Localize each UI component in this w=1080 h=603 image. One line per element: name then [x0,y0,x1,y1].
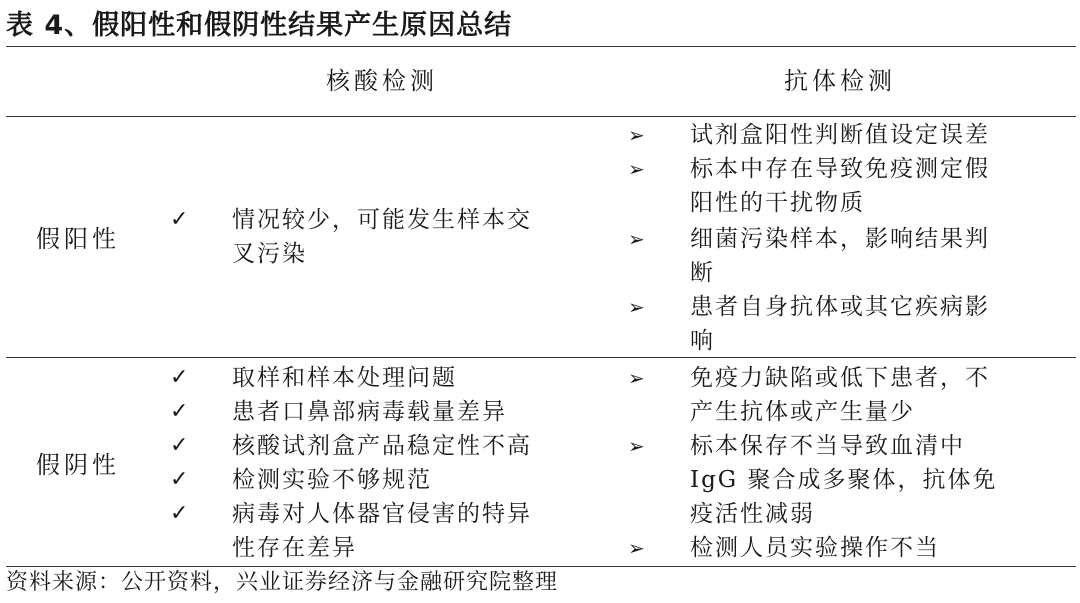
fp-antibody-line-1: 试剂盒阳性判断值设定误差 [690,122,990,148]
arrow-bullet-icon: ➢ [628,123,645,147]
fp-antibody-line-2: 标本中存在导致免疫测定假 [690,156,990,182]
top-rule [6,46,1076,47]
fp-nucleic-line-2: 叉污染 [232,241,307,267]
source-note: 资料来源：公开资料，兴业证券经济与金融研究院整理 [6,570,559,595]
fp-nucleic-line-1: 情况较少，可能发生样本交 [232,207,532,233]
header-antibody: 抗体检测 [784,67,896,95]
fn-antibody-line-1: 免疫力缺陷或低下患者，不 [690,365,990,391]
fp-antibody-line-6: 患者自身抗体或其它疾病影 [690,294,990,320]
fn-antibody-line-5: 疫活性减弱 [690,501,815,527]
fp-antibody-line-3: 阳性的干扰物质 [690,190,865,216]
header-nucleic: 核酸检测 [326,67,438,95]
fn-antibody-line-2: 产生抗体或产生量少 [690,399,915,425]
fn-nucleic-line-6: 性存在差异 [232,535,357,561]
fn-nucleic-line-1: 取样和样本处理问题 [232,365,457,391]
check-icon: ✓ [170,467,189,492]
arrow-bullet-icon: ➢ [628,227,645,251]
fp-antibody-line-5: 断 [690,260,715,286]
arrow-bullet-icon: ➢ [628,295,645,319]
fn-nucleic-line-4: 检测实验不够规范 [232,467,432,493]
check-icon: ✓ [170,399,189,424]
row-divider [6,357,1076,358]
fn-antibody-line-3: 标本保存不当导致血清中 [690,433,965,459]
arrow-bullet-icon: ➢ [628,536,645,560]
check-icon: ✓ [170,207,189,232]
fp-antibody-line-4: 细菌污染样本，影响结果判 [690,226,990,252]
fp-antibody-line-7: 响 [690,328,715,354]
arrow-bullet-icon: ➢ [628,157,645,181]
row-label-false-negative: 假阴性 [36,451,120,479]
arrow-bullet-icon: ➢ [628,434,645,458]
header-rule [6,116,1076,117]
row-label-false-positive: 假阳性 [36,225,120,253]
check-icon: ✓ [170,433,189,458]
check-icon: ✓ [170,365,189,390]
arrow-bullet-icon: ➢ [628,366,645,390]
fn-nucleic-line-5: 病毒对人体器官侵害的特异 [232,501,532,527]
check-icon: ✓ [170,501,189,526]
fn-antibody-line-6: 检测人员实验操作不当 [690,535,940,561]
fn-nucleic-line-2: 患者口鼻部病毒载量差异 [232,399,507,425]
table-title: 表 4、假阳性和假阴性结果产生原因总结 [6,10,513,41]
fn-nucleic-line-3: 核酸试剂盒产品稳定性不高 [232,433,532,459]
fn-antibody-line-4: IgG 聚合成多聚体，抗体免 [690,467,998,493]
